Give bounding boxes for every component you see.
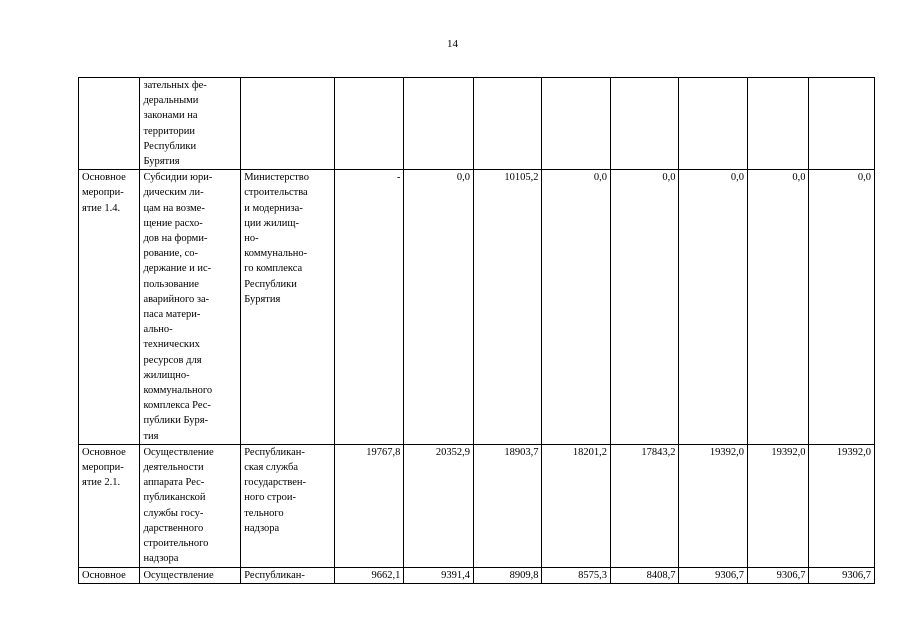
value-cell: 9391,4: [404, 567, 474, 583]
value-cell: 10105,2: [473, 170, 542, 445]
executor-cell: [241, 78, 335, 170]
value-cell: 19767,8: [334, 444, 404, 567]
value-cell: 0,0: [404, 170, 474, 445]
value-cell: 8909,8: [473, 567, 542, 583]
value-cell: 0,0: [610, 170, 679, 445]
description-cell: Осуществление деятельности аппарата Рес- публиканской службы госу- дарственного строительного надзора: [140, 444, 241, 567]
value-cell: 19392,0: [809, 444, 875, 567]
value-cell: 0,0: [809, 170, 875, 445]
value-cell: 0,0: [542, 170, 611, 445]
budget-table: [78, 77, 875, 584]
value-cell: [542, 78, 611, 170]
value-cell: 8575,3: [542, 567, 611, 583]
executor-cell: Республикан-: [241, 567, 335, 583]
value-cell: [748, 78, 809, 170]
description-cell: Осуществление: [140, 567, 241, 583]
value-cell: -: [334, 170, 404, 445]
value-cell: 9662,1: [334, 567, 404, 583]
value-cell: 0,0: [679, 170, 748, 445]
executor-cell: Республикан- ская служба государствен- ного строи- тельного надзора: [241, 444, 335, 567]
value-cell: 9306,7: [679, 567, 748, 583]
measure-cell: [79, 78, 140, 170]
value-cell: 18903,7: [473, 444, 542, 567]
value-cell: [610, 78, 679, 170]
value-cell: 9306,7: [748, 567, 809, 583]
description-cell: зательных фе- деральными законами на территории Республики Бурятия: [140, 78, 241, 170]
value-cell: 0,0: [748, 170, 809, 445]
value-cell: 19392,0: [679, 444, 748, 567]
value-cell: 8408,7: [610, 567, 679, 583]
description-cell: Субсидии юри- дическим ли- цам на возме- щение расхо- дов на форми- рование, со- держание и ис- пользование аварийного за- паса матери- ально- технических ресурсов для жилищно- коммунального комплекса Рес- публики Буря- тия: [140, 170, 241, 445]
value-cell: [404, 78, 474, 170]
value-cell: [473, 78, 542, 170]
value-cell: 9306,7: [809, 567, 875, 583]
executor-cell: Министерство строительства и модерниза- ции жилищ- но- коммунально- го комплекса Республики Бурятия: [241, 170, 335, 445]
value-cell: 17843,2: [610, 444, 679, 567]
table-row: [79, 444, 875, 567]
table-row: [79, 567, 875, 583]
measure-cell: Основное меропри- ятие 1.4.: [79, 170, 140, 445]
value-cell: [809, 78, 875, 170]
table-row: [79, 170, 875, 445]
measure-cell: Основное: [79, 567, 140, 583]
value-cell: 20352,9: [404, 444, 474, 567]
value-cell: [679, 78, 748, 170]
measure-cell: Основное меропри- ятие 2.1.: [79, 444, 140, 567]
value-cell: [334, 78, 404, 170]
value-cell: 19392,0: [748, 444, 809, 567]
page-number: 14: [447, 38, 458, 50]
table-row: [79, 78, 875, 170]
value-cell: 18201,2: [542, 444, 611, 567]
